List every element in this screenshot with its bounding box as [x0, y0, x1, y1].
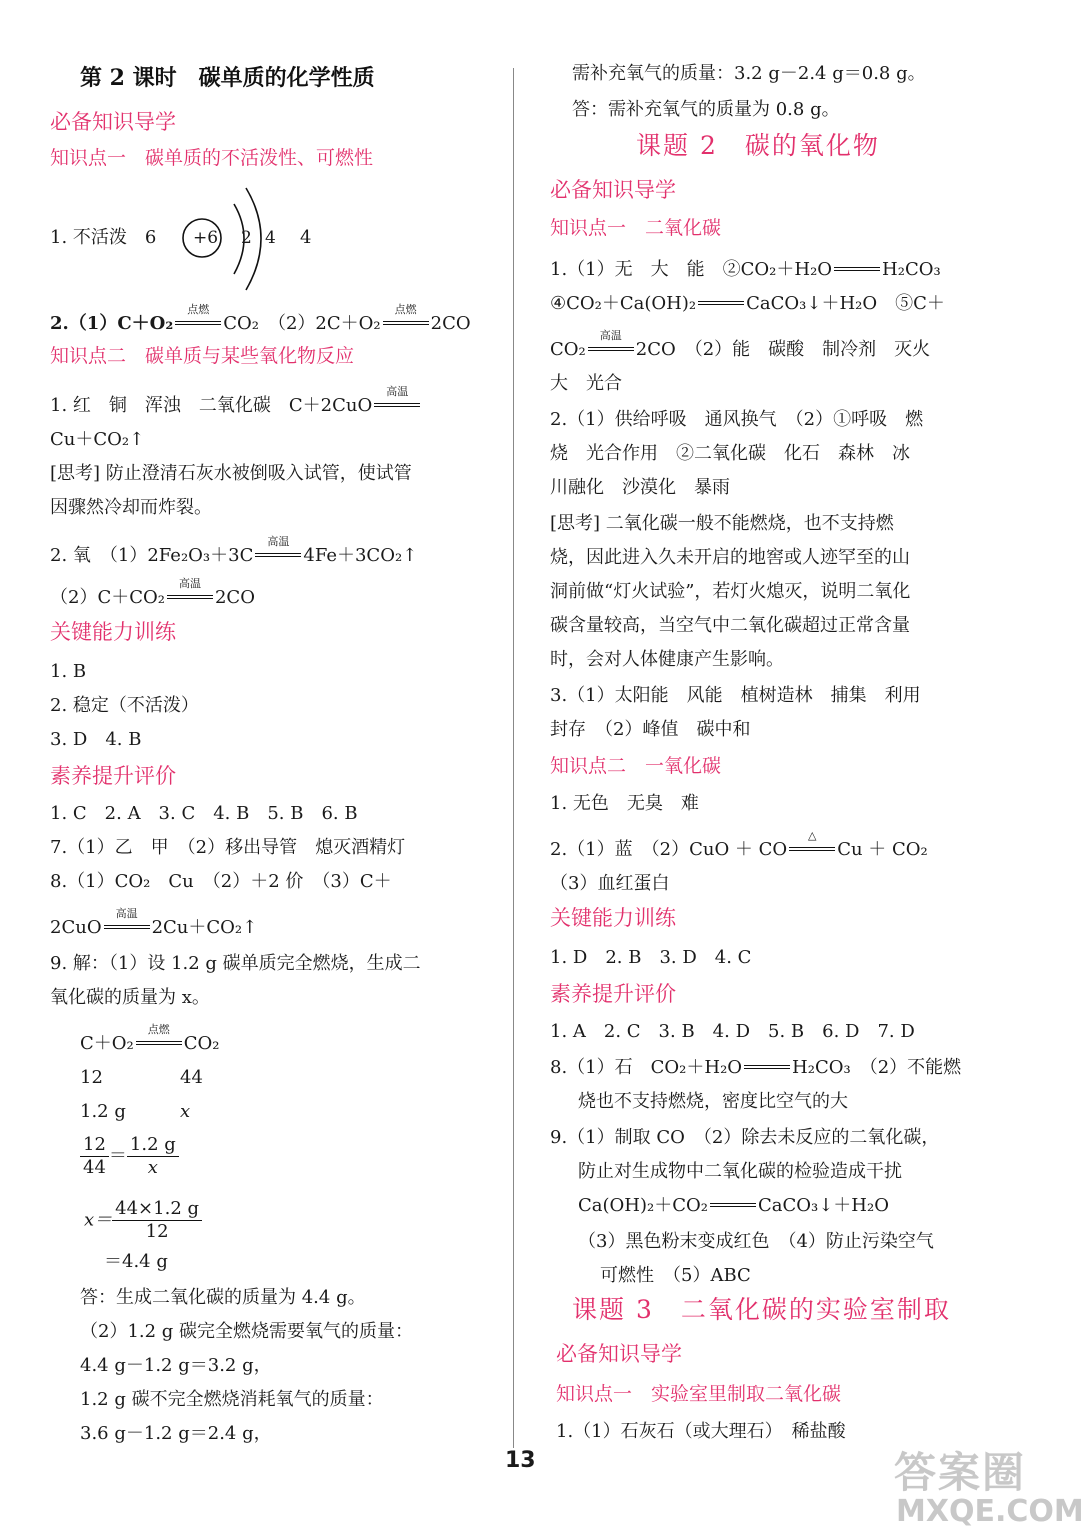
answer-line: 3.（1）太阳能 风能 植树造林 捕集 利用 [550, 685, 921, 706]
answer-line: 1. 无色 无臭 难 [550, 793, 699, 814]
section-title: 关键能力训练 [550, 906, 676, 930]
calc-value: 1.2 g [80, 1101, 126, 1122]
answer-line: 9.（1）制取 CO （2）除去未反应的二氧化碳， [550, 1127, 940, 1148]
think-text: 洞前做“灯火试验”，若灯火熄灭，说明二氧化 [550, 581, 911, 602]
equation-line: 8.（1）石 CO₂＋H₂O H₂CO₃ （2）不能燃 [550, 1057, 962, 1078]
equation-line: 2.（1）蓝 （2）CuO ＋ CO △ Cu ＋ CO₂ [550, 829, 928, 860]
answer-line: （2）1.2 g 碳完全燃烧需要氧气的质量： [80, 1321, 414, 1342]
answer-line: 可燃性 （5）ABC [600, 1265, 751, 1286]
reaction-condition: 高温 [588, 343, 634, 357]
answer-line: 1. C 2. A 3. C 4. B 5. B 6. B [50, 803, 358, 824]
section-title: 必备知识导学 [556, 1342, 682, 1366]
answer-text: 4 [300, 227, 312, 248]
equation-line: 2. 氧 （1）2Fe₂O₃＋3C 高温 4Fe＋3CO₂↑ [50, 535, 418, 566]
reaction-condition [710, 1199, 756, 1213]
answer-line: 1. D 2. B 3. D 4. C [550, 947, 752, 968]
answer-line: 3.6 g－1.2 g＝2.4 g， [80, 1423, 272, 1444]
equation-line: 1.（1）无 大 能 ②CO₂＋H₂O H₂CO₃ [550, 259, 941, 280]
equation-line: Ca(OH)₂＋CO₂ CaCO₃↓＋H₂O [578, 1195, 889, 1216]
knowledge-point-title: 知识点一 碳单质的不活泼性、可燃性 [50, 147, 374, 169]
answer-line: 1. B [50, 661, 87, 682]
think-text: 因骤然冷却而炸裂。 [50, 497, 212, 518]
reaction-condition [744, 1061, 790, 1075]
section-title: 关键能力训练 [50, 620, 176, 644]
watermark-text: 答案圈 [894, 1448, 1027, 1497]
section-title: 素养提升评价 [550, 982, 676, 1006]
calc-value: 12 [80, 1067, 103, 1088]
reaction-condition: 点燃 [175, 317, 221, 331]
reaction-condition [698, 297, 744, 311]
section-title: 必备知识导学 [550, 178, 676, 202]
reaction-condition: 点燃 [383, 317, 429, 331]
answer-line: 8.（1）CO₂ Cu （2）＋2 价 （3）C＋ [50, 871, 392, 892]
reaction-condition: △ [789, 843, 835, 857]
section-title: 素养提升评价 [50, 764, 176, 788]
answer-line: 1. 不活泼 6 [50, 227, 157, 248]
equation-line: CO₂ 高温 2CO （2）能 碳酸 制冷剂 灭火 [550, 329, 931, 360]
answer-line: 川融化 沙漠化 暴雨 [550, 477, 730, 498]
lesson-title: 第 2 课时 碳单质的化学性质 [80, 65, 375, 91]
equation-line: 2CuO 高温 2Cu＋CO₂↑ [50, 907, 258, 938]
equation-line: （2）C＋CO₂ 高温 2CO [50, 577, 255, 608]
answer-line: 1. A 2. C 3. B 4. D 5. B 6. D 7. D [550, 1021, 915, 1042]
answer-line: 需补充氧气的质量：3.2 g－2.4 g＝0.8 g。 [572, 63, 926, 84]
answer-line: 4.4 g－1.2 g＝3.2 g， [80, 1355, 272, 1376]
think-text: 烧，因此进入久未开启的地窖或人迹罕至的山 [550, 547, 910, 568]
column-divider [513, 68, 514, 1448]
equation-line: 1. 红 铜 浑浊 二氧化碳 C＋2CuO 高温 [50, 394, 422, 418]
calc-step: x＝ $\frac{44\times 1.2 g}{12}$ [84, 1198, 202, 1243]
answer-line: 9. 解：（1）设 1.2 g 碳单质完全燃烧，生成二 [50, 953, 421, 974]
answer-line: 2.（1）供给呼吸 通风换气 （2）①呼吸 燃 [550, 409, 924, 430]
reaction-condition: 高温 [374, 399, 420, 413]
think-text: [思考] 二氧化碳一般不能燃烧，也不支持燃 [550, 513, 894, 534]
shell-electrons: 4 [265, 228, 276, 248]
calc-value: x [180, 1101, 191, 1122]
proportion: $\frac{12}{44}$ ＝ $\frac{1.2 g}{x}$ [80, 1134, 179, 1179]
equation-line: Cu＋CO₂↑ [50, 429, 145, 450]
page-number: 13 [505, 1448, 536, 1473]
think-text: [思考] 防止澄清石灰水被倒吸入试管，使试管 [50, 463, 412, 484]
knowledge-point-title: 知识点一 实验室里制取二氧化碳 [556, 1383, 842, 1405]
answer-line: 氧化碳的质量为 x。 [50, 987, 210, 1008]
equation-line: 2.（1）C＋O₂ 点燃 CO₂ （2）2C＋O₂ 点燃 2CO [50, 303, 471, 334]
think-text: 时，会对人体健康产生影响。 [550, 649, 784, 670]
answer-line: （3）血红蛋白 [550, 873, 670, 894]
topic-title: 课题 3 二氧化碳的实验室制取 [572, 1295, 951, 1324]
answer-line: 1.2 g 碳不完全燃烧消耗氧气的质量： [80, 1389, 384, 1410]
equation-line: C＋O₂ 点燃 CO₂ [80, 1023, 220, 1054]
calc-result: ＝4.4 g [104, 1251, 168, 1272]
answer-line: 防止对生成物中二氧化碳的检验造成干扰 [578, 1161, 902, 1182]
knowledge-point-title: 知识点一 二氧化碳 [550, 217, 722, 239]
nucleus-charge: +6 [193, 228, 219, 248]
knowledge-point-title: 知识点二 一氧化碳 [550, 755, 722, 777]
reaction-condition: 点燃 [136, 1037, 182, 1051]
answer-line: 7.（1）乙 甲 （2）移出导管 熄灭酒精灯 [50, 837, 406, 858]
answer-line: 烧 光合作用 ②二氧化碳 化石 森林 冰 [550, 443, 910, 464]
answer-line: 封存 （2）峰值 碳中和 [550, 719, 751, 740]
equation-line: ④CO₂＋Ca(OH)₂ CaCO₃↓＋H₂O ⑤C＋ [550, 293, 945, 314]
answer-line: 1.（1）石灰石（或大理石） 稀盐酸 [556, 1421, 846, 1442]
answer-line: 大 光合 [550, 373, 622, 394]
answer-line: 答：生成二氧化碳的质量为 4.4 g。 [80, 1287, 366, 1308]
answer-line: （3）黑色粉末变成红色 （4）防止污染空气 [578, 1231, 934, 1252]
reaction-condition: 高温 [104, 921, 150, 935]
topic-title: 课题 2 碳的氧化物 [636, 131, 880, 160]
answer-line: 答：需补充氧气的质量为 0.8 g。 [572, 99, 840, 120]
reaction-condition [834, 263, 880, 277]
answer-line: 烧也不支持燃烧，密度比空气的大 [578, 1091, 848, 1112]
think-text: 碳含量较高，当空气中二氧化碳超过正常含量 [550, 615, 910, 636]
answer-line: 2. 稳定（不活泼） [50, 695, 199, 716]
shell-electrons: 2 [241, 228, 252, 248]
reaction-condition: 高温 [167, 591, 213, 605]
watermark-url: MXQE.COM [896, 1494, 1084, 1529]
calc-value: 44 [180, 1067, 203, 1088]
reaction-condition: 高温 [255, 549, 301, 563]
section-title: 必备知识导学 [50, 110, 176, 134]
watermark-logo [860, 1440, 1084, 1536]
knowledge-point-title: 知识点二 碳单质与某些氧化物反应 [50, 345, 355, 367]
answer-line: 3. D 4. B [50, 729, 142, 750]
